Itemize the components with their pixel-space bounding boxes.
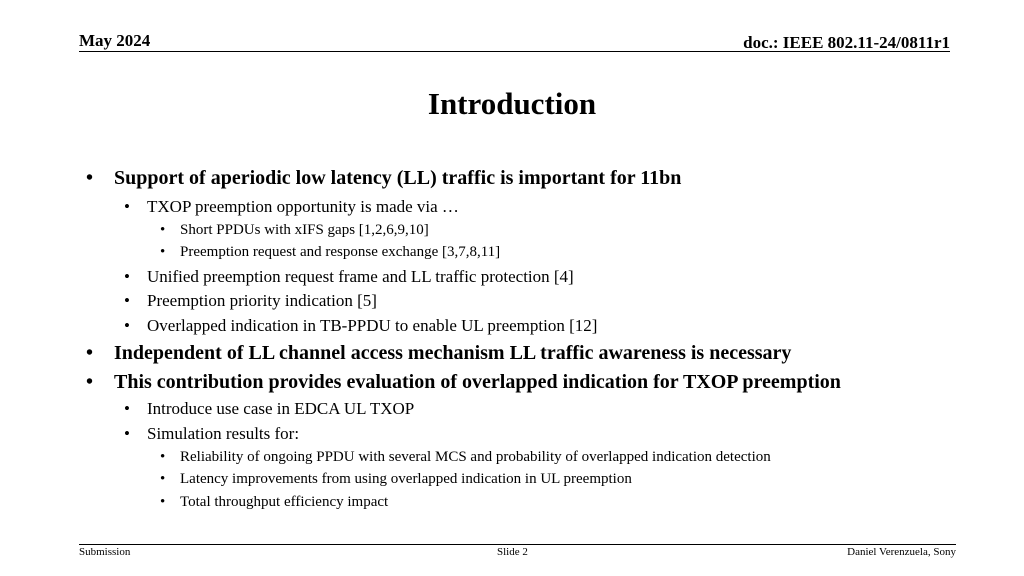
footer-divider <box>79 544 956 545</box>
header-doc-id: doc.: IEEE 802.11-24/0811r1 <box>743 33 950 52</box>
bullet-text: TXOP preemption opportunity is made via … <box>147 197 459 216</box>
bullet-level2: • Overlapped indication in TB-PPDU to enable UL preemption [12] <box>124 316 598 335</box>
bullet-text: Preemption request and response exchange [3,7,8,11] <box>180 244 501 260</box>
bullet-level3: • Total throughput efficiency impact <box>160 494 389 510</box>
footer-slide-number: Slide 2 <box>497 546 528 558</box>
bullet-level1: • This contribution provides evaluation of overlapped indication for TXOP preemption <box>86 371 841 393</box>
bullet-text: Unified preemption request frame and LL traffic protection [4] <box>147 267 574 286</box>
bullet-text: Support of aperiodic low latency (LL) traffic is important for 11bn <box>114 167 682 189</box>
bullet-level2: • Simulation results for: <box>124 424 300 443</box>
bullet-text: Independent of LL channel access mechanism LL traffic awareness is necessary <box>114 342 792 364</box>
bullet-text: Introduce use case in EDCA UL TXOP <box>147 399 415 418</box>
bullet-text: Total throughput efficiency impact <box>180 494 389 510</box>
bullet-level3: • Short PPDUs with xIFS gaps [1,2,6,9,10] <box>160 222 429 238</box>
bullet-text: Latency improvements from using overlapped indication in UL preemption <box>180 471 632 487</box>
bullet-text: Preemption priority indication [5] <box>147 291 377 310</box>
bullet-text: Reliability of ongoing PPDU with several MCS and probability of overlapped indication detection <box>180 449 771 465</box>
bullet-text: Short PPDUs with xIFS gaps [1,2,6,9,10] <box>180 222 429 238</box>
bullet-level2: • TXOP preemption opportunity is made via … <box>124 197 459 216</box>
bullet-level1: • Independent of LL channel access mechanism LL traffic awareness is necessary <box>86 342 792 364</box>
bullet-level2: • Unified preemption request frame and LL traffic protection [4] <box>124 267 574 286</box>
header-divider <box>79 51 950 52</box>
bullet-level3: • Preemption request and response exchange [3,7,8,11] <box>160 244 501 260</box>
bullet-level3: • Latency improvements from using overlapped indication in UL preemption <box>160 471 632 487</box>
header-date: May 2024 <box>79 31 151 50</box>
bullet-text: Simulation results for: <box>147 424 300 443</box>
slide-title: Introduction <box>427 86 597 121</box>
bullet-level1: • Support of aperiodic low latency (LL) traffic is important for 11bn <box>86 167 682 189</box>
bullet-text: This contribution provides evaluation of overlapped indication for TXOP preemption <box>114 371 841 393</box>
bullet-level2: • Introduce use case in EDCA UL TXOP <box>124 399 415 418</box>
bullet-level3: • Reliability of ongoing PPDU with several MCS and probability of overlapped indication detection <box>160 449 771 465</box>
footer-author: Daniel Verenzuela, Sony <box>847 546 956 558</box>
bullet-text: Overlapped indication in TB-PPDU to enable UL preemption [12] <box>147 316 598 335</box>
footer-submission: Submission <box>79 546 131 558</box>
bullet-level2: • Preemption priority indication [5] <box>124 291 377 310</box>
